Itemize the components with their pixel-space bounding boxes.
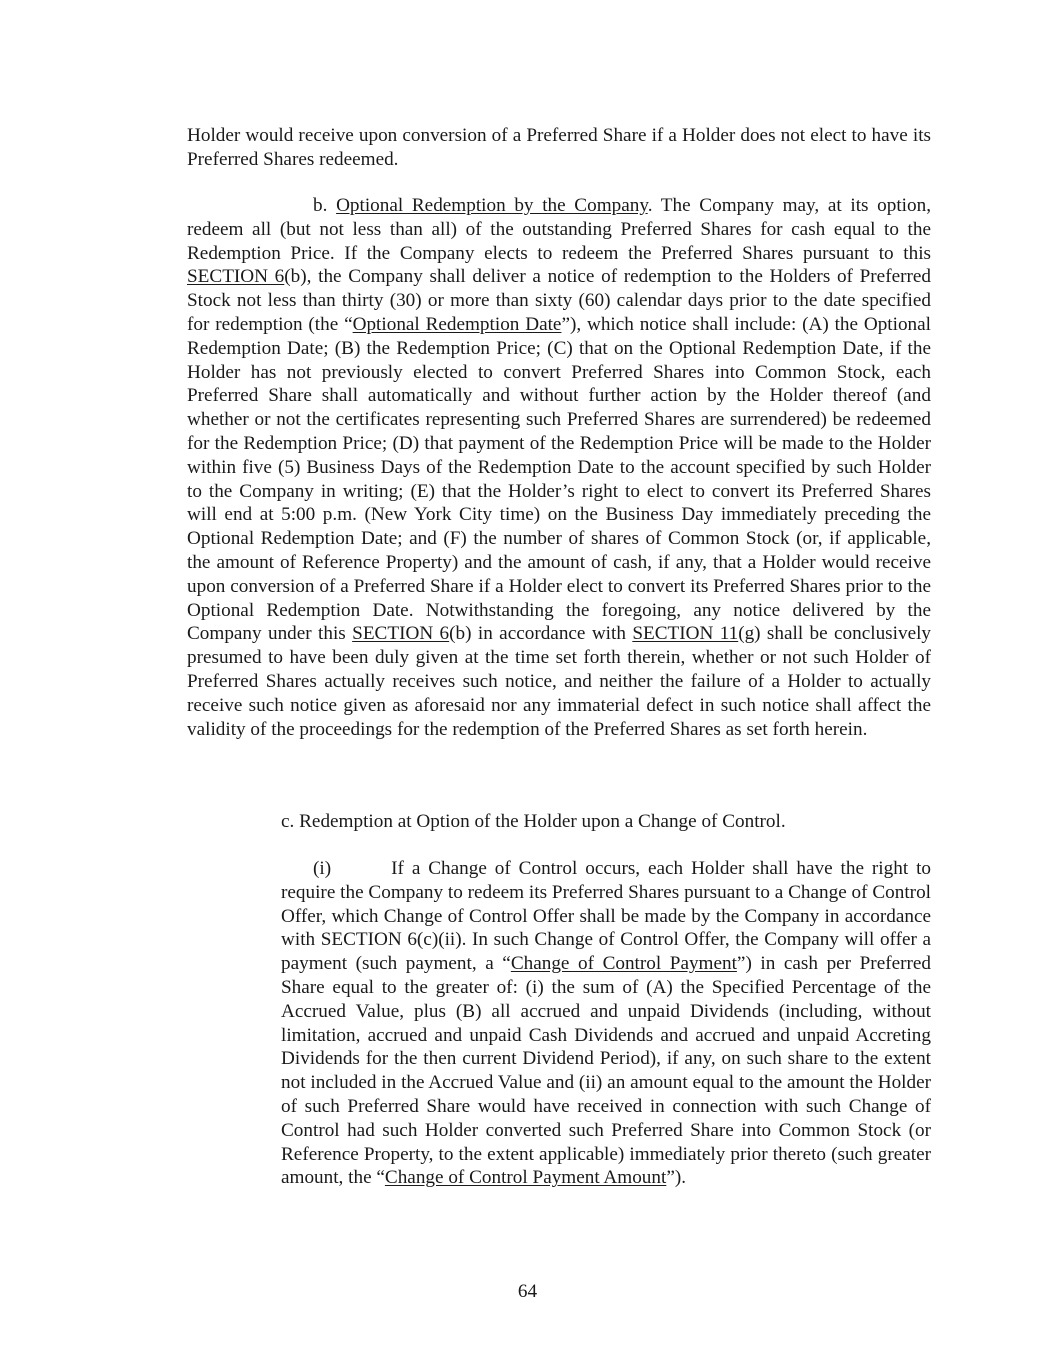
defined-term: Optional Redemption Date xyxy=(352,313,562,335)
section-c-label: c. xyxy=(281,811,295,832)
section-c-i-text-1: If a Change of Control occurs, each Holder shall have the right to require the Company to redeem its Preferred Shares pursuant to a Change of Control Offer, which Change of Control Offer shall be made by the Company in accordance with SECTION 6(c)(ii). In such Change of Control Offer, the Company will offer a payment (such payment, a “ xyxy=(281,858,931,975)
section-b-text-1: . The Company may, at its option, redeem all (but not less than all) of the outstanding Preferred Shares for cash equal to the Redemption Price. If the Company elects to redeem the Preferred Shares pursuant to this xyxy=(187,195,931,264)
section-b-text-4: (b) in accordance with xyxy=(449,623,633,645)
section-b-text-5: (g) shall be conclusively presumed to have been duly given at the time set forth therein, whether or not such Holder of Preferred Shares actually receives such notice, and neither the failure of a Holder to actually receive such notice given as aforesaid nor any immaterial defect in such notice shall affect the validity of the proceedings for the redemption of the Preferred Shares as set forth herein. xyxy=(187,623,932,740)
section-c-heading-line xyxy=(281,810,931,834)
section-reference: SECTION 11 xyxy=(632,623,739,645)
defined-term: Change of Control Payment xyxy=(510,953,737,975)
section-reference: SECTION 6 xyxy=(187,266,285,288)
section-b-heading: Optional Redemption by the Company xyxy=(336,195,648,216)
section-b-label: b. xyxy=(313,195,328,216)
defined-term: Change of Control Payment Amount xyxy=(384,1167,667,1189)
section-c-i-text-2: ”) in cash per Preferred Share equal to the greater of: (i) the sum of (A) the Specified Percentage of the Accrued Value, plus (B) all accrued and unpaid Dividends (including, without limitation, accrued and unpaid Cash Dividends and accrued and unpaid Accreting Dividends for the then current Dividend Period), if any, on such share to the extent not included in the Accrued Value and (ii) an amount equal to the amount the Holder of such Preferred Share would have received in connection with such Change of Control had such Holder converted such Preferred Share into Common Stock (or Reference Property, to the extent applicable) immediately prior thereto (such greater amount, the “ xyxy=(281,953,932,1189)
section-c-heading: Redemption at Option of the Holder upon a Change of Control. xyxy=(299,811,786,832)
section-b-text-2: (b), the Company shall deliver a notice of redemption to the Holders of Preferred Stock not less than thirty (30) or more than sixty (60) calendar days prior to the date specified for redemption (the “ xyxy=(187,266,931,335)
section-b-text-3: ”), which notice shall include: (A) the Optional Redemption Date; (B) the Redemption Price; (C) that on the Optional Redemption Date, if the Holder has not previously elected to convert Preferred Shares into Common Stock, each Preferred Share shall automatically and without further action by the Holder thereof (and whether or not the certificates representing such Preferred Shares are surrendered) be redeemed for the Redemption Price; (D) that payment of the Redemption Price will be made to the Holder within five (5) Business Days of the Redemption Date to the account specified by such Holder to the Company in writing; (E) that the Holder’s right to elect to convert its Preferred Shares will end at 5:00 p.m. (New York City time) on the Business Day immediately preceding the Optional Redemption Date; and (F) the number of shares of Common Stock (or, if applicable, the amount of Reference Property) and the amount of cash, if any, that a Holder would receive upon conversion of a Preferred Share if a Holder elect to convert its Preferred Shares prior to the Optional Redemption Date. Notwithstanding the foregoing, any notice delivered by the Company under this xyxy=(187,313,931,645)
page-number: 64 xyxy=(517,1281,538,1302)
section-reference: SECTION 6 xyxy=(352,623,450,645)
section-c-i-text-3: ”). xyxy=(666,1167,687,1189)
section-c-i-paragraph xyxy=(281,857,931,1190)
section-b-paragraph xyxy=(187,194,931,741)
section-c-i-label: (i) xyxy=(313,858,332,879)
continuation-paragraph: Holder would receive upon conversion of a Preferred Share if a Holder does not elect to have its Preferred Shares redeemed. xyxy=(187,125,931,170)
